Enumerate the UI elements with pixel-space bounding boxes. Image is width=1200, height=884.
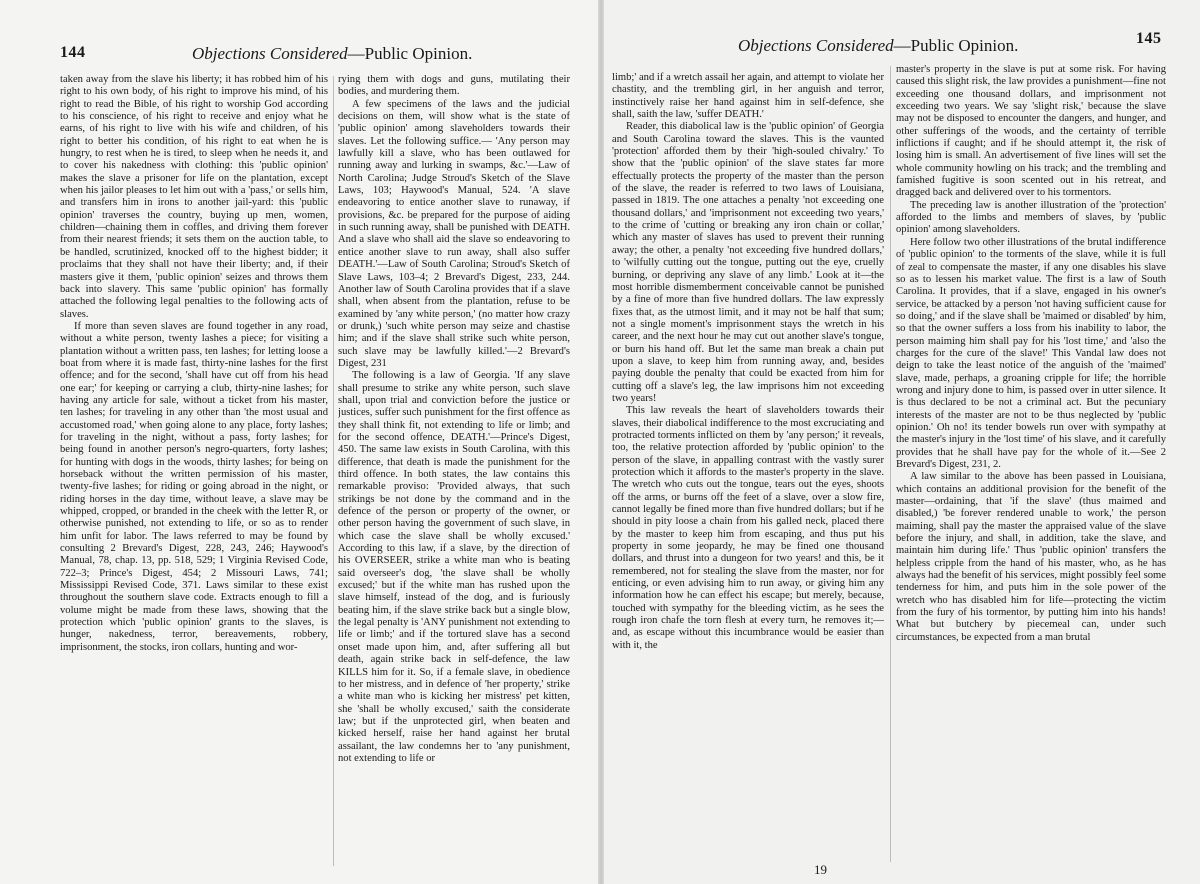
paragraph: The following is a law of Georgia. 'If any slave shall presume to strike any white person, such slave shall, upon trial and conviction before the justice or justices, suffer such punishment for the first offence as they shall think fit, not extending to life or limb; and for the second offence, DEATH.'—Prince's Digest, 450. The same law exists in South Carolina, with this difference, that death is made the punishment for the third offence. In both states, the law contains this remarkable proviso: 'Provided always, that such strikings be not done by the command and in the defence of the person or property of the owner, or other person having the government of such slave, in which case the slave shall be wholly excused.' According to this law, if a slave, by the direction of his OVERSEER, strike a white man who is beating said overseer's dog, 'the slave shall be wholly excused;' but if the white man has rushed upon the slave himself, instead of the dog, and is furiously beating him, if the slave strike back but a single blow, the legal penalty is 'ANY punishment not extending to life or limb;' and if the tortured slave has a second onset made upon him, and, after suffering all but death, again strike back in self-defence, the law KILLS him for it. So, if a female slave, in obedience to her mistress, and in defence of 'her property,' strike a white man who is kicking her mistress' pet kitten, she 'shall be wholly excused,' saith the considerate law; but if the unprotected girl, when beaten and kicked herself, raise her hand against her brutal assailant, the law condemns her to 'any punishment, not extending to life or [338, 370, 570, 764]
text-column-right [338, 74, 570, 870]
page-number: 144 [60, 44, 86, 61]
column-divider [890, 66, 891, 862]
paragraph: Here follow two other illustrations of the brutal indifference of 'public opinion' to the torments of the slave, while it is full of zeal to compensate the master, if any one disables his slave so as to lessen his market value. The first is a law of South Carolina. It provides, that if a slave, engaged in his owner's service, be attacked by a person 'not having sufficient cause for so doing,' and if the slave shall be 'maimed or disabled' by him, so that the owner suffers a loss from his inability to labor, the person maiming him shall pay for his 'lost time,' and 'also the charges for the cure of the slave!' This Vandal law does not deign to take the least notice of the anguish of the 'maimed' slave, made, perhaps, a groaning cripple for life; the horrible wrong and injury done to him, is passed over in utter silence. It is thus declared to be not a criminal act. But the pecuniary interests of the master are not to be thus neglected by 'public opinion.' Oh no! its tender bowels run over with sympathy at the master's injury in the 'lost time' of his slave, and it carefully provides that he shall have pay for the whole of it.—See 2 Brevard's Digest, 231, 2. [896, 236, 1166, 470]
text-column-right [896, 64, 1166, 860]
paragraph: A law similar to the above has been passed in Louisiana, which contains an additional provision for the benefit of the master—ordaining, that 'if the slave' (thus maimed and disabled,) 'be forever rendered unable to work,' the person maiming, shall pay the master the appraised value of the slave before the injury, and shall, in addition, take the slave, and maintain him during life.' Thus 'public opinion' transfers the helpless cripple from the hand of his master, who, as he has always had the benefit of his services, might possibly feel some tenderness for him, and puts him in the sole power of the wretch who has disabled him for life—protecting the victim from the fury of his tormentor, by putting him into his hands! What but butchery by piecemeal can, under such circumstances, be expected from a man brutal [896, 471, 1166, 643]
paragraph: rying them with dogs and guns, mutilating their bodies, and murdering them. [338, 74, 570, 98]
paragraph: taken away from the slave his liberty; it has robbed him of his right to his own body, of his right to improve his mind, of his right to read the Bible, of his right to worship God according to his conscience, of his right to receive and enjoy what he earns, of his right to live with his wife and children, of his right to better his condition, of his right to eat when he is hungry, to rest when he is tired, to sleep when he needs it, and to cover his nakedness with clothing: this 'public opinion' makes the slave a prisoner for life on the plantation, except when his jailor pleases to let him out with a 'pass,' or sells him, and transfers him in irons to another jail-yard: this 'public opinion' traverses the country, buying up men, women, children—chaining them in coffles, and driving them forever from their nearest friends; it sets them on the auction table, to be handled, scrutinized, knocked off to the highest bidder; it proclaims that they shall not have their liberty; and, if their masters give it them, 'public opinion' seizes and throws them back into slavery. This same 'public opinion' has formally attached the following legal penalties to the following acts of slaves. [60, 74, 328, 320]
column-divider [333, 76, 334, 866]
header-italic: Objections Considered [738, 36, 894, 55]
text-column-left [612, 72, 884, 860]
left-page [0, 0, 598, 884]
header-rest: —Public Opinion. [893, 36, 1019, 55]
paragraph: If more than seven slaves are found together in any road, without a white person, twenty lashes a piece; for visiting a plantation without a written pass, ten lashes; for letting loose a boat from where it is made fast, thirty-nine lashes for the first offence; and for the second, 'shall have cut off from his head one ear;' for keeping or carrying a club, thirty-nine lashes; for having any article for sale, without a ticket from his master, ten lashes; for traveling in any other than 'the most usual and accustomed road,' when going alone to any place, forty lashes; for traveling in the night, without a pass, forty lashes; for being found in another person's negro-quarters, forty lashes; for hunting with dogs in the woods, thirty lashes; for being on horseback without the written permission of his master, twenty-five lashes; for riding or going abroad in the night, or riding horses in the day time, without leave, a slave may be whipped, cropped, or branded in the cheek with the letter R, or otherwise punished, not extending to life, or so as to render him unfit for labor. The laws referred to may be found by consulting 2 Brevard's Digest, 228, 243, 246; Haywood's Manual, 78, chap. 13, pp. 518, 529; 1 Virginia Revised Code, 722–3; Prince's Digest, 454; 2 Missouri Laws, 741; Mississippi Revised Code, 371. Laws similar to these exist throughout the southern slave code. Extracts enough to fill a volume might be made from these laws, showing that the protection which 'public opinion' grants to the slaves, is hunger, nakedness, terror, bereavements, robbery, imprisonment, the stocks, iron collars, hunting and wor- [60, 320, 328, 653]
running-header [192, 44, 472, 64]
running-header [738, 36, 1018, 56]
signature-mark: 19 [814, 862, 827, 877]
paragraph: The preceding law is another illustration of the 'protection' afforded to the limbs and members of slaves, by 'public opinion' among slaveholders. [896, 199, 1166, 236]
header-rest: —Public Opinion. [347, 44, 473, 63]
page-number: 145 [1136, 30, 1162, 47]
paragraph: master's property in the slave is put at some risk. For having caused this slight risk, the law provides a punishment—fine not exceeding one thousand dollars, and imprisonment not exceeding two years. We say 'slight risk,' because the slave may not be disposed to encounter the dangers, and hunger, and other sufferings of the woods, and the certainty of terrible inflictions if caught; and if he should attempt it, the risk of losing him is small. An advertisement of five lines will set the whole community howling on his track; and the trembling and famished fugitive is soon scented out in his retreat, and dragged back and delivered over to his tormentors. [896, 64, 1166, 199]
text-column-left [60, 74, 328, 870]
header-italic: Objections Considered [192, 44, 348, 63]
paragraph: Reader, this diabolical law is the 'public opinion' of Georgia and South Carolina toward the slaves. This is the vaunted 'protection' afforded them by their 'high-souled chivalry.' To show that the 'public opinion' of the slave states far more effectually protects the property of the master than the person of the slave, the reader is referred to two laws of Louisiana, passed in 1819. The one attaches a penalty 'not exceeding one thousand dollars,' and 'imprisonment not exceeding two years,' to the crime of 'cutting or breaking any iron chain or collar,' which any master of slaves has used to prevent their running away; the other, a penalty 'not exceeding five hundred dollars,' to 'wilfully cutting out the tongue, putting out the eye, cruelly burning, or depriving any slave of any limb.' Look at it—the most horrible dismemberment conceivable cannot be punished by a fine of more than five hundred dollars. The law expressly fixes that, as the utmost limit, and it may not be half that sum; not a single moment's imprisonment stays the wretch in his career, and the next hour he may cut out another slave's tongue, or burn his hand off. But let the same man break a chain put upon a slave, to keep him from running away, and, besides paying double the penalty that could be exacted from him for cutting off a slave's leg, the law imprisons him not exceeding two years! [612, 121, 884, 404]
paragraph: limb;' and if a wretch assail her again, and attempt to violate her chastity, and the trembling girl, in her anguish and terror, instinctively raise her hand against him in self-defence, she shall, saith the law, 'suffer DEATH.' [612, 72, 884, 121]
right-page [604, 0, 1200, 884]
paragraph: This law reveals the heart of slaveholders towards their slaves, their diabolical indifference to the most excruciating and protracted torments inflicted on them by 'any person;' it reveals, too, the relative protection afforded by 'public opinion' to the person of the slave, in appalling contrast with the vastly surer protection which it affords to the master's property in the slave. The wretch who cuts out the tongue, tears out the eyes, shoots off the arms, or burns off the feet of a slave, over a slow fire, cannot legally be fined more than five hundred dollars; but if he should in pity loose a chain from his galled neck, placed there by the master to keep him from escaping, and thus put his property in some jeopardy, he may be fined one thousand dollars, and thrust into a dungeon for two years! and this, be it remembered, not for stealing the slave from the master, nor for enticing, or even advising him to run away, or giving him any information how he can effect his escape; but merely, because, touched with sympathy for the bleeding victim, as he sees the rough iron chafe the torn flesh at every turn, he removes it;—and, as escape without this incumbrance would be easier than with it, the [612, 405, 884, 651]
paragraph: A few specimens of the laws and the judicial decisions on them, will show what is the state of 'public opinion' among slaveholders towards their slaves. Let the following suffice.— 'Any person may lawfully kill a slave, who has been outlawed for running away and lurking in swamps, &c.'—Law of North Carolina; Judge Stroud's Sketch of the Slave Laws, 103; Haywood's Manual, 524. 'A slave endeavoring to entice another slave to runaway, if provisions, &c. be prepared for the purpose of aiding in such running away, shall be punished with DEATH. And a slave who shall aid the slave so endeavoring to entice another slave to run away, shall also suffer DEATH.'—Law of South Carolina; Stroud's Sketch of Slave Laws, 103–4; 2 Brevard's Digest, 233, 244. Another law of South Carolina provides that if a slave shall, when absent from the plantation, refuse to be examined by 'any white person,' (no matter how crazy or drunk,) 'such white person may seize and chastise him; and if the slave shall strike such white person, such slave may be lawfully killed.'—2 Brevard's Digest, 231 [338, 98, 570, 369]
